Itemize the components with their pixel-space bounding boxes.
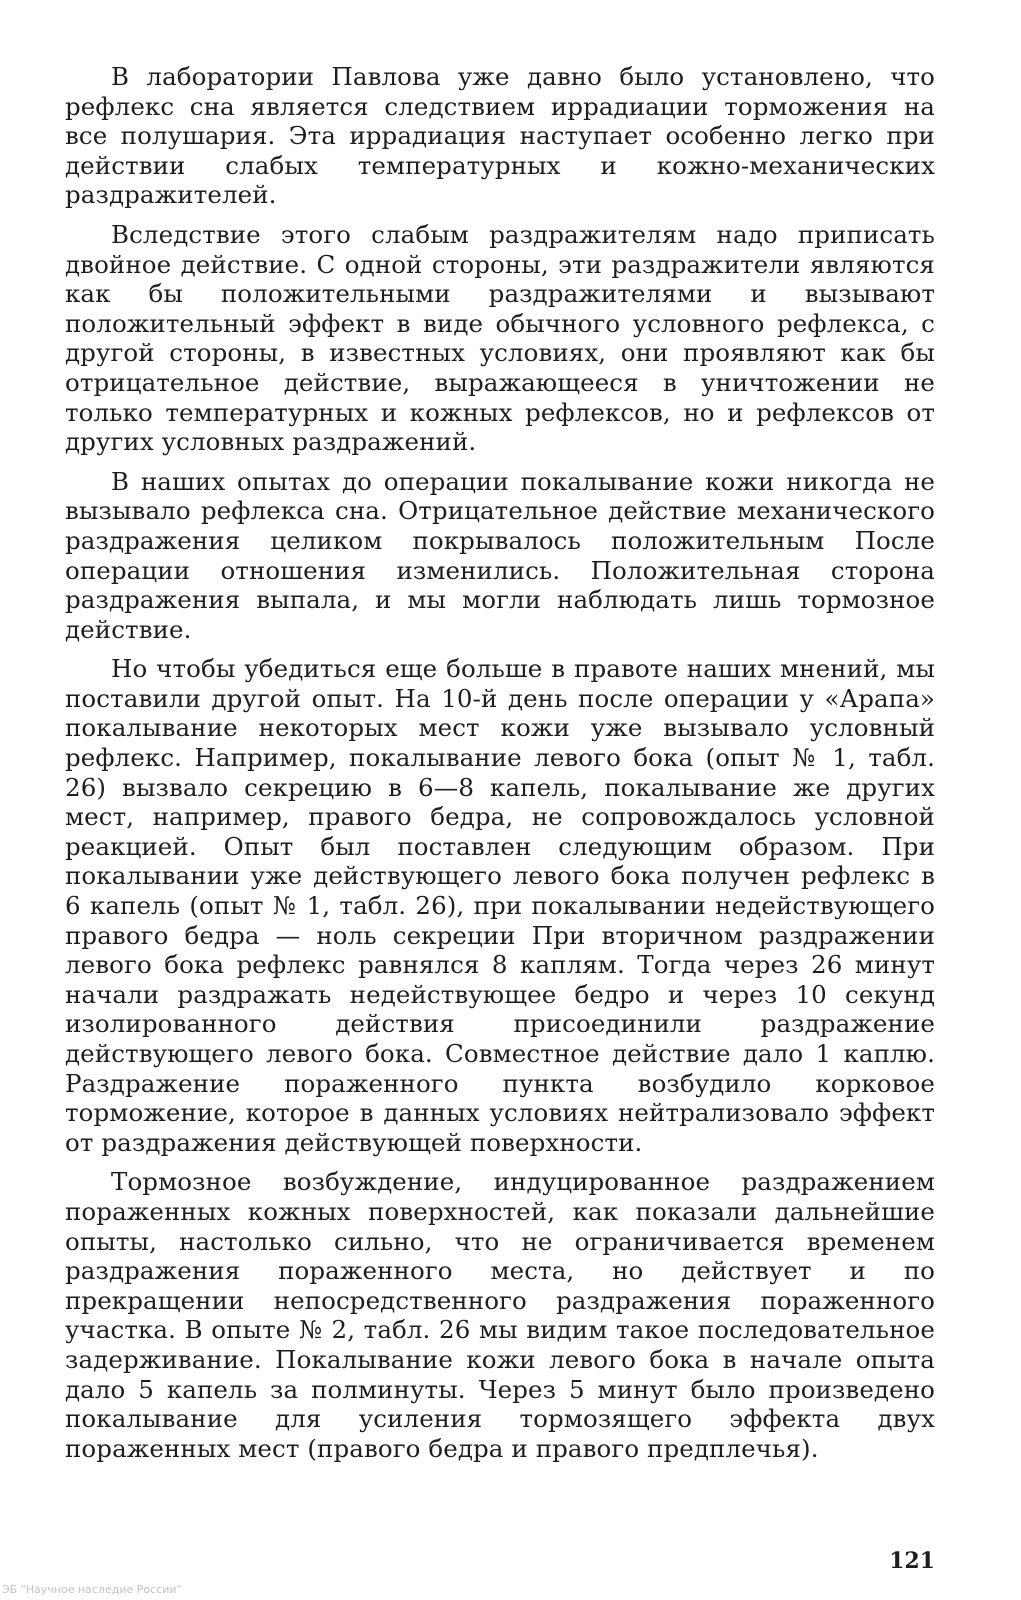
- paragraph-1: В лаборатории Павлова уже давно было установлено, что рефлекс сна является следствием иррадиации торможения на все полушария. Эта иррадиация наступает особенно легко при действии слабых температурных и кожно-механических раздражителей.: [65, 62, 935, 210]
- page-number: 121: [889, 1548, 935, 1574]
- paragraph-2: Вследствие этого слабым раздражителям надо приписать двойное действие. С одной стороны, эти раздражители являются как бы положительными раздражителями и вызывают положительный эффект в виде обычного условного рефлекса, с другой стороны, в известных условиях, они проявляют как бы отрицательное действие, выражающееся в уничтожении не только температурных и кожных рефлексов, но и рефлексов от других условных раздражений.: [65, 219, 935, 457]
- paragraph-5: Тормозное возбуждение, индуцированное раздражением пораженных кожных поверхностей, как показали дальнейшие опыты, настолько сильно, что не ограничивается временем раздражения пораженного места, но действует и по прекращении непосредственного раздражения пораженного участка. В опыте № 2, табл. 26 мы видим такое последовательное задерживание. Покалывание кожи левого бока в начале опыта дало 5 капель за полминуты. Через 5 минут было произведено покалывание для усиления тормозящего эффекта двух пораженных мест (правого бедра и правого предплечья).: [65, 1167, 935, 1463]
- page-body: [65, 62, 935, 1473]
- watermark: ЭБ "Научное наследие России": [2, 1583, 182, 1596]
- paragraph-3: В наших опытах до операции покалывание кожи никогда не вызывало рефлекса сна. Отрицательное действие механического раздражения целиком покрывалось положительным После операции отношения изменились. Положительная сторона раздражения выпала, и мы могли наблюдать лишь тормозное действие.: [65, 466, 935, 644]
- paragraph-4: Но чтобы убедиться еще больше в правоте наших мнений, мы поставили другой опыт. На 10-й день после операции у «Арапа» покалывание некоторых мест кожи уже вызывало условный рефлекс. Например, покалывание левого бока (опыт № 1, табл. 26) вызвало секрецию в 6—8 капель, покалывание же других мест, например, правого бедра, не сопровождалось условной реакцией. Опыт был поставлен следующим образом. При покалывании уже действующего левого бока получен рефлекс в 6 капель (опыт № 1, табл. 26), при покалывании недействующего правого бедра — ноль секреции При вторичном раздражении левого бока рефлекс равнялся 8 каплям. Тогда через 26 минут начали раздражать недействующее бедро и через 10 секунд изолированного действия присоединили раздражение действующего левого бока. Совместное действие дало 1 каплю. Раздражение пораженного пункта возбудило корковое торможение, которое в данных условиях нейтрализовало эффект от раздражения действующей поверхности.: [65, 654, 935, 1157]
